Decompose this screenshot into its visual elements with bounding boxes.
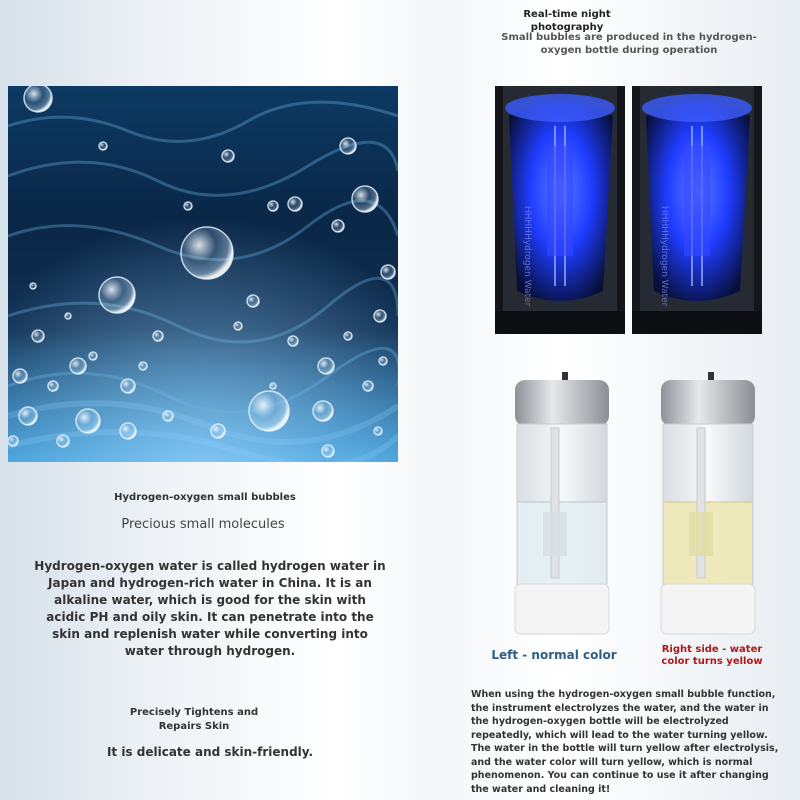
night-photo-right [632, 86, 762, 334]
electrolysis-description: When using the hydrogen-oxygen small bubble function, the instrument electrolyzes the water, and the water in the hydrogen-oxygen bottle will be electrolyzed repeatedly, which will lead to the water turning yellow. The water in the bottle will turn yellow after electrolysis, and the water color will turn yellow, which is normal phenomenon. You can continue to use it after changing the water and cleaning it! [471, 689, 779, 795]
svg-text:HHHHHydrogen Water: HHHHHydrogen Water [522, 206, 532, 307]
feature-text: It is delicate and skin-friendly. [106, 745, 314, 759]
ocean-bubbles-image [8, 86, 398, 462]
bubbles-caption-title: Hydrogen-oxygen small bubbles [114, 492, 296, 503]
night-photo-caption: Small bubbles are produced in the hydrogen-oxygen bottle during operation [501, 32, 757, 56]
night-photo-title: Real-time night photography [523, 9, 611, 33]
night-photo-left [495, 86, 625, 334]
svg-text:HHHHHydrogen Water: HHHHHydrogen Water [659, 206, 669, 307]
label-right-yellow: Right side - water color turns yellow [661, 644, 763, 667]
feature-title: Precisely Tightens and Repairs Skin [129, 707, 259, 732]
bottle-normal-color [507, 372, 617, 640]
hydrogen-water-paragraph: Hydrogen-oxygen water is called hydrogen water in Japan and hydrogen-rich water in China. It is an alkaline water, which is good for the skin with acidic PH and oily skin. It can penetrate into the skin and replenish water while converting into water through hydrogen. [34, 559, 386, 658]
label-left-normal: Left - normal color [491, 648, 617, 662]
bubbles-caption-subtitle: Precious small molecules [121, 517, 285, 532]
bottle-yellow-color [653, 372, 763, 640]
